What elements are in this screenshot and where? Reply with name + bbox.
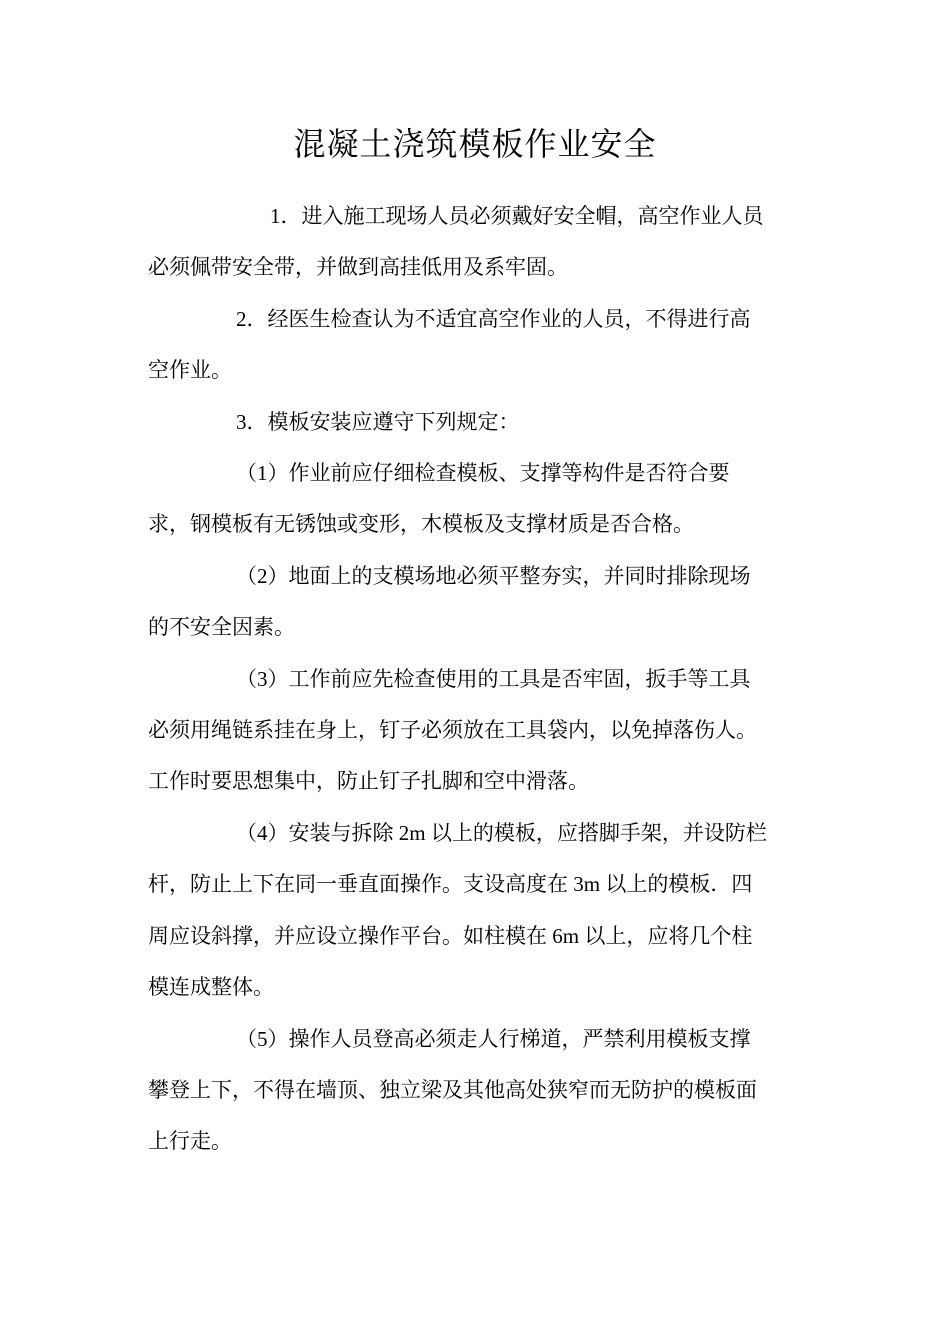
item-5-line-1: （5）操作人员登高必须走人行梯道，严禁利用模板支撑 <box>236 1027 751 1051</box>
item-2-line-2: 的不安全因素。 <box>148 615 295 639</box>
paragraph-2-line-1: 2．经医生检查认为不适宜高空作业的人员，不得进行高 <box>236 307 751 331</box>
item-3-line-1: （3）工作前应先检查使用的工具是否牢固，扳手等工具 <box>236 667 751 691</box>
paragraph-3-line-1: 3．模板安装应遵守下列规定： <box>236 410 520 434</box>
item-3-line-2: 必须用绳链系挂在身上，钉子必须放在工具袋内，以免掉落伤人。 <box>148 718 757 742</box>
item-4-line-2: 杆，防止上下在同一垂直面操作。支设高度在 3m 以上的模板．四 <box>148 872 753 896</box>
item-4-line-4: 模连成整体。 <box>148 975 274 999</box>
item-1-line-2: 求，钢模板有无锈蚀或变形，木模板及支撑材质是否合格。 <box>148 512 694 536</box>
document-title: 混凝土浇筑模板作业安全 <box>293 126 657 162</box>
item-4-line-3: 周应设斜撑，并应设立操作平台。如柱模在 6m 以上，应将几个柱 <box>148 924 753 948</box>
item-4-line-1: （4）安装与拆除 2m 以上的模板，应搭脚手架，并设防栏 <box>236 821 767 845</box>
paragraph-1-line-1: 1．进入施工现场人员必须戴好安全帽，高空作业人员 <box>270 204 764 228</box>
item-5-line-3: 上行走。 <box>148 1129 232 1153</box>
paragraph-1-line-2: 必须佩带安全带，并做到高挂低用及系牢固。 <box>148 255 568 279</box>
item-1-line-1: （1）作业前应仔细检查模板、支撑等构件是否符合要 <box>236 461 730 485</box>
item-5-line-2: 攀登上下，不得在墙顶、独立梁及其他高处狭窄而无防护的模板面 <box>148 1078 757 1102</box>
item-3-line-3: 工作时要思想集中，防止钉子扎脚和空中滑落。 <box>148 769 589 793</box>
paragraph-2-line-2: 空作业。 <box>148 358 232 382</box>
item-2-line-1: （2）地面上的支模场地必须平整夯实，并同时排除现场 <box>236 564 751 588</box>
